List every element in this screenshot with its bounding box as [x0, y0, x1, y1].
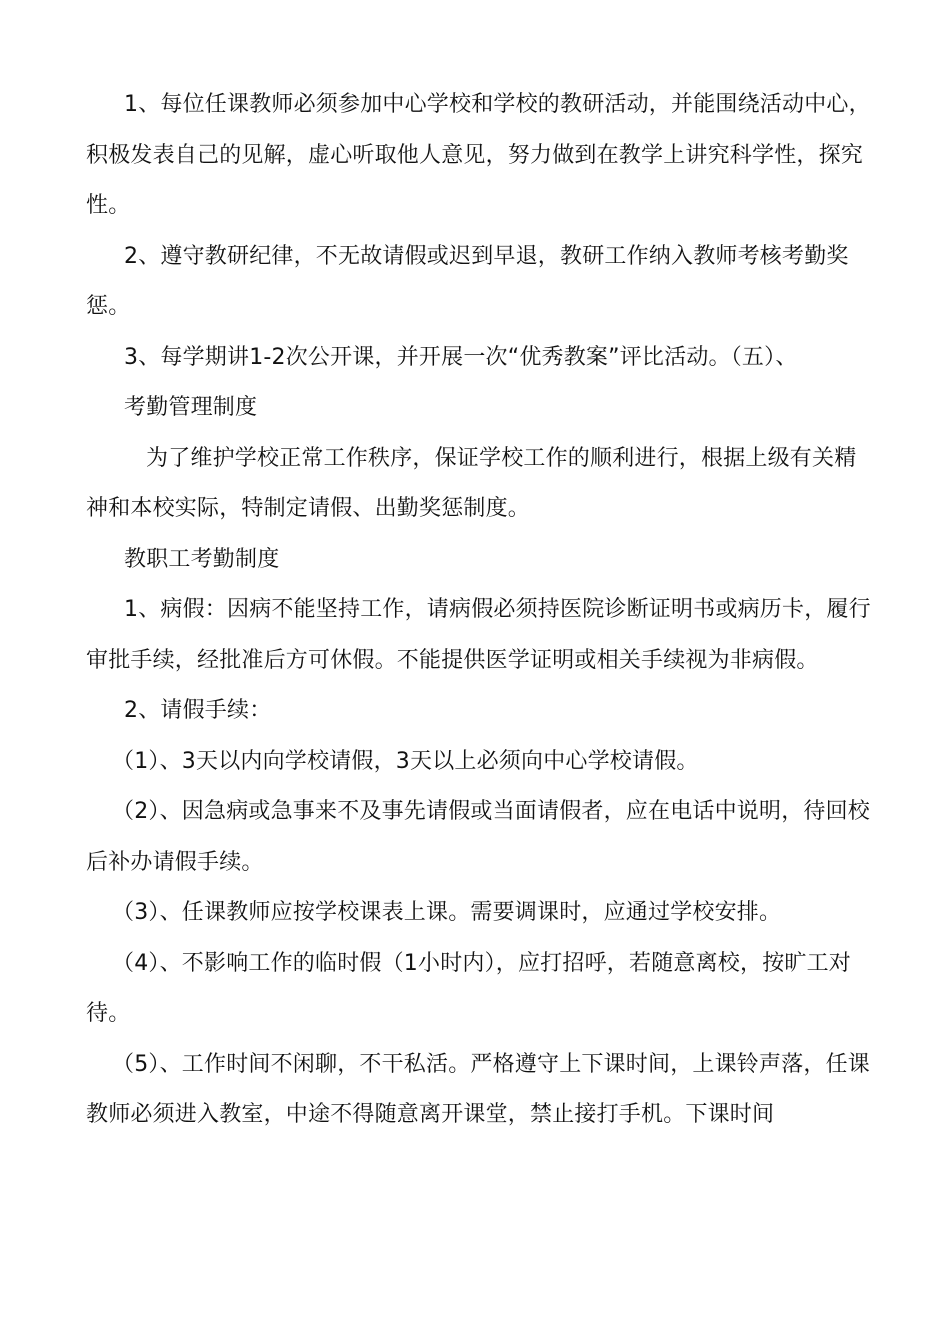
paragraph-leave-procedure: 2、请假手续： [124, 698, 272, 723]
leave-rule-5: （5）、工作时间不闲聊，不干私活。严格遵守上下课时间，上课铃声落，任课教师必须进入教室，中途不得随意离开课堂，禁止接打手机。下课时间 [86, 1051, 870, 1127]
section-heading-attendance-management: 考勤管理制度 [124, 395, 258, 420]
document-body [86, 80, 876, 1141]
paragraph-attendance-purpose: 为了维护学校正常工作秩序，保证学校工作的顺利进行，根据上级有关精神和本校实际，特制定请假、出勤奖惩制度。 [86, 445, 857, 521]
leave-rule-4: （4）、不影响工作的临时假（1小时内），应打招呼，若随意离校，按旷工对待。 [86, 950, 851, 1026]
section-heading-staff-attendance: 教职工考勤制度 [124, 546, 280, 572]
leave-rule-3: （3）、任课教师应按学校课表上课。需要调课时，应通过学校安排。 [112, 900, 782, 925]
leave-rule-2: （2）、因急病或急事来不及事先请假或当面请假者，应在电话中说明，待回校后补办请假手续。 [86, 799, 870, 875]
paragraph-teaching-research-1: 1、每位任课教师必须参加中心学校和学校的教研活动，并能围绕活动中心，积极发表自己的见解，虚心听取他人意见，努力做到在教学上讲究科学性，探究性。 [86, 92, 871, 218]
paragraph-teaching-research-3: 3、每学期讲1-2次公开课，并开展一次“优秀教案”评比活动。（五）、 [124, 344, 798, 370]
paragraph-sick-leave: 1、病假：因病不能坚持工作，请病假必须持医院诊断证明书或病历卡，履行审批手续，经批准后方可休假。不能提供医学证明或相关手续视为非病假。 [86, 597, 871, 673]
paragraph-teaching-research-2: 2、遵守教研纪律，不无故请假或迟到早退，教研工作纳入教师考核考勤奖惩。 [86, 243, 849, 319]
leave-rule-1: （1）、3天以内向学校请假，3天以上必须向中心学校请假。 [112, 748, 699, 774]
